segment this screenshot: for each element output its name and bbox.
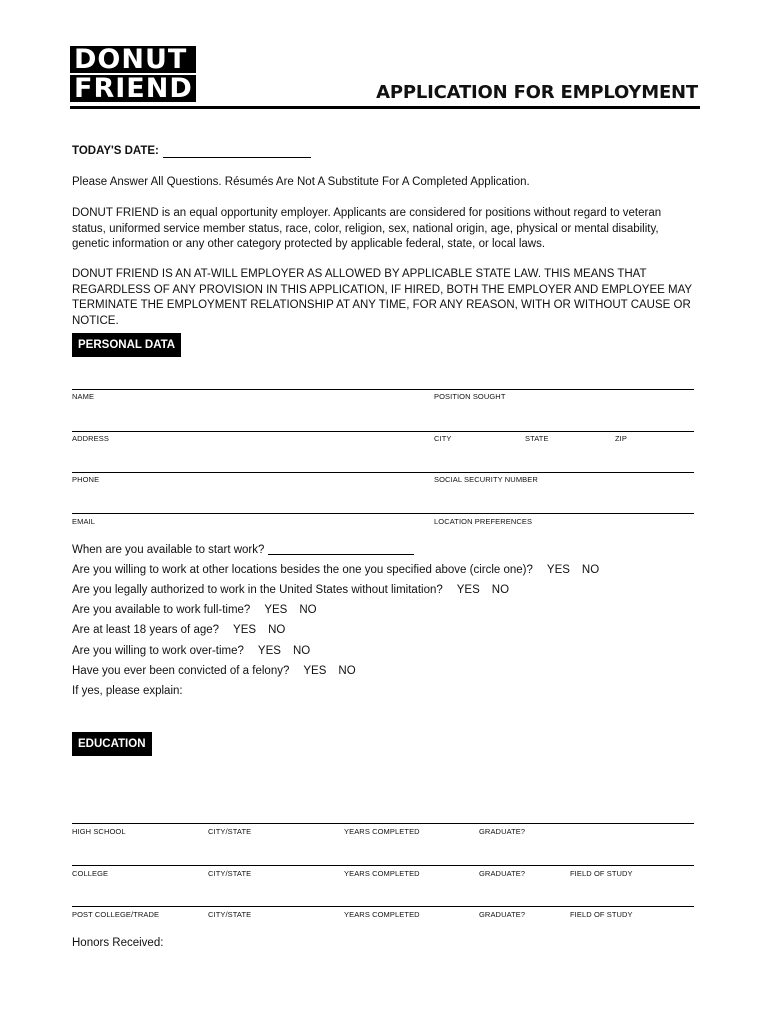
no-option[interactable]: NO (299, 604, 317, 616)
start-date-field[interactable] (268, 554, 414, 555)
no-option[interactable]: NO (491, 584, 510, 596)
city-state-label: CITY/STATE (208, 827, 252, 836)
personal-data-heading: PERSONAL DATA (72, 333, 181, 357)
college-label: COLLEGE (72, 869, 109, 878)
yes-option[interactable]: YES (264, 604, 288, 616)
city-state-label: CITY/STATE (208, 910, 252, 919)
todays-date-field[interactable] (163, 157, 311, 158)
no-option[interactable]: NO (268, 624, 286, 636)
years-completed-label: YEARS COMPLETED (344, 827, 420, 836)
question-text: Are you willing to work over-time? (72, 645, 244, 657)
intro-instructions: Please Answer All Questions. Résumés Are Not A Substitute For A Completed Application. (72, 176, 530, 188)
name-label: NAME (72, 392, 95, 401)
college-field-line[interactable] (72, 865, 694, 866)
question-other-locations (72, 563, 599, 577)
title-divider (70, 106, 700, 109)
no-option[interactable]: NO (338, 665, 356, 677)
position-sought-label: POSITION SOUGHT (434, 392, 506, 401)
question-overtime (72, 644, 310, 658)
name-field-line[interactable] (72, 389, 694, 390)
post-college-label: POST COLLEGE/TRADE (72, 910, 160, 919)
question-authorized (72, 583, 509, 597)
email-label: EMAIL (72, 517, 96, 526)
state-label: STATE (525, 434, 549, 443)
zip-label: ZIP (615, 434, 627, 443)
question-age (72, 623, 285, 637)
at-will-statement: DONUT FRIEND IS AN AT-WILL EMPLOYER AS ALLOWED BY APPLICABLE STATE LAW. THIS MEANS THAT REGARDLESS OF ANY PROVISION IN THIS APPLICATION, IF HIRED, BOTH THE EMPLOYER AND EMPLOYEE MAY TERMINATE THE EMPLOYMENT RELATIONSHIP AT ANY TIME, FOR ANY REASON, WITH OR WITHOUT CAUSE OR NOTICE. (72, 268, 692, 327)
yes-option[interactable]: YES (233, 624, 257, 636)
yes-option[interactable]: YES (303, 665, 327, 677)
no-option[interactable]: NO (581, 564, 600, 576)
graduate-label: GRADUATE? (479, 869, 526, 878)
field-of-study-label: FIELD OF STUDY (570, 869, 633, 878)
question-felony (72, 664, 356, 678)
eeo-statement: DONUT FRIEND is an equal opportunity employer. Applicants are considered for positions without regard to veteran status, uniformed service member status, race, color, religion, sex, national origin, age, physical or mental disability, genetic information or any other category protected by applicable federal, state, or local laws. (72, 207, 662, 250)
post-college-field-line[interactable] (72, 906, 694, 907)
address-field-line[interactable] (72, 431, 694, 432)
years-completed-label: YEARS COMPLETED (344, 869, 420, 878)
city-state-label: CITY/STATE (208, 869, 252, 878)
question-text: Are you available to work full-time? (72, 604, 251, 616)
question-start-date (72, 543, 414, 557)
city-label: CITY (434, 434, 452, 443)
question-text: Have you ever been convicted of a felony? (72, 665, 290, 677)
question-text: Are at least 18 years of age? (72, 624, 220, 636)
question-text: When are you available to start work? (72, 544, 265, 556)
high-school-label: HIGH SCHOOL (72, 827, 126, 836)
donut-friend-logo (70, 46, 196, 104)
todays-date-label: TODAY'S DATE: (72, 145, 159, 157)
email-field-line[interactable] (72, 513, 694, 514)
high-school-field-line[interactable] (72, 823, 694, 824)
address-label: ADDRESS (72, 434, 109, 443)
years-completed-label: YEARS COMPLETED (344, 910, 420, 919)
graduate-label: GRADUATE? (479, 910, 526, 919)
phone-label: PHONE (72, 475, 100, 484)
ssn-label: SOCIAL SECURITY NUMBER (434, 475, 538, 484)
logo-line-2: FRIEND (70, 75, 196, 102)
yes-option[interactable]: YES (456, 584, 480, 596)
field-of-study-label: FIELD OF STUDY (570, 910, 633, 919)
no-option[interactable]: NO (292, 645, 311, 657)
yes-option[interactable]: YES (546, 564, 570, 576)
honors-received-label: Honors Received: (72, 937, 164, 949)
logo-line-1: DONUT (70, 46, 196, 73)
question-full-time (72, 603, 317, 617)
question-explain: If yes, please explain: (72, 685, 183, 697)
phone-field-line[interactable] (72, 472, 694, 473)
location-preferences-label: LOCATION PREFERENCES (434, 517, 533, 526)
question-text: Are you legally authorized to work in the United States without limitation? (72, 584, 443, 596)
yes-option[interactable]: YES (257, 645, 281, 657)
question-text: Are you willing to work at other locations besides the one you specified above (circle one)? (72, 564, 533, 576)
education-heading: EDUCATION (72, 732, 152, 756)
graduate-label: GRADUATE? (479, 827, 526, 836)
page-title: APPLICATION FOR EMPLOYMENT (376, 82, 698, 103)
